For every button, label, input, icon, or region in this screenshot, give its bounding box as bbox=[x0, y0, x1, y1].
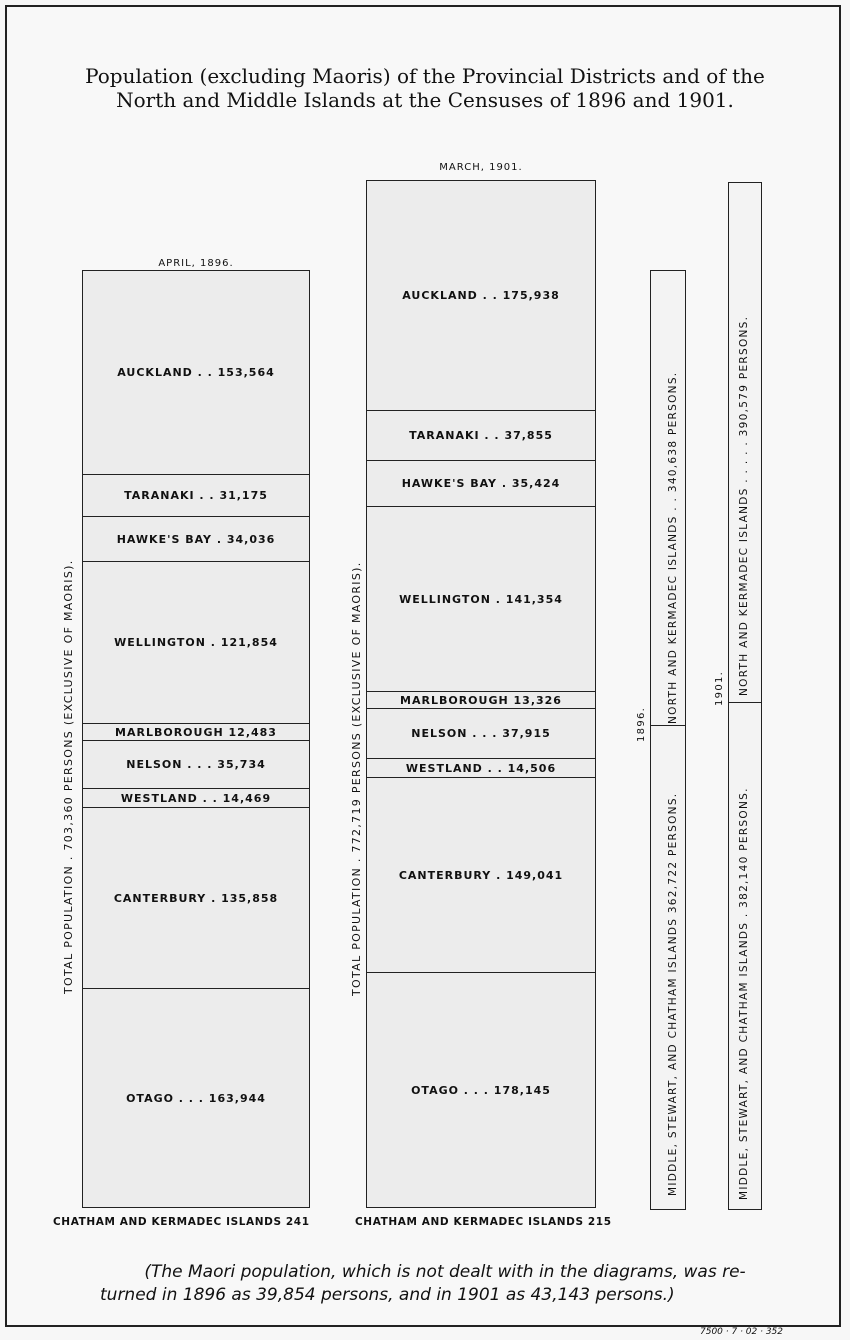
segment-label: CANTERBURY . 135,858 bbox=[113, 891, 279, 905]
island-divider-1901 bbox=[729, 702, 761, 703]
segment-westland-1901 bbox=[367, 759, 595, 778]
segment-label: WELLINGTON . 141,354 bbox=[399, 592, 563, 606]
total-population-1896: TOTAL POPULATION . 703,360 PERSONS (EXCLUSIVE OF MAORIS). bbox=[62, 559, 75, 994]
segment-taranaki-1901 bbox=[367, 411, 595, 461]
segment-label: HAWKE'S BAY . 35,424 bbox=[401, 477, 561, 490]
segment-label: AUCKLAND . . 175,938 bbox=[402, 289, 560, 302]
segment-marlborough-1896 bbox=[83, 724, 309, 741]
date-label-1896: APRIL, 1896. bbox=[158, 258, 234, 269]
middle-islands-1901: MIDDLE, STEWART, AND CHATHAM ISLANDS . 382,140 PERSONS. bbox=[738, 787, 750, 1200]
total-population-1901: TOTAL POPULATION . 772,719 PERSONS (EXCLUSIVE OF MAORIS). bbox=[350, 561, 363, 996]
segment-hawke-s-bay-1896 bbox=[83, 517, 309, 562]
segment-label: HAWKE'S BAY . 34,036 bbox=[116, 532, 276, 546]
date-label-1901: MARCH, 1901. bbox=[439, 162, 523, 173]
segment-label: WESTLAND . . 14,506 bbox=[405, 761, 557, 775]
north-islands-1896: NORTH AND KERMADEC ISLANDS . . 340,638 PERSONS. bbox=[667, 371, 679, 724]
segment-otago-1896 bbox=[83, 989, 309, 1207]
stacked-column-1901 bbox=[366, 180, 596, 1208]
segment-marlborough-1901 bbox=[367, 692, 595, 709]
segment-nelson-1896 bbox=[83, 741, 309, 789]
middle-islands-1896: MIDDLE, STEWART, AND CHATHAM ISLANDS 362,722 PERSONS. bbox=[667, 792, 679, 1196]
segment-label: CANTERBURY . 149,041 bbox=[398, 868, 564, 882]
segment-label: WESTLAND . . 14,469 bbox=[120, 791, 272, 805]
segment-canterbury-1901 bbox=[367, 778, 595, 973]
segment-canterbury-1896 bbox=[83, 808, 309, 989]
segment-label: OTAGO . . . 163,944 bbox=[126, 1091, 266, 1105]
segment-label: OTAGO . . . 178,145 bbox=[411, 1083, 551, 1097]
segment-label: TARANAKI . . 31,175 bbox=[124, 489, 268, 502]
segment-auckland-1896 bbox=[83, 271, 309, 475]
north-islands-1901: NORTH AND KERMADEC ISLANDS . . . . . 390,579 PERSONS. bbox=[738, 315, 750, 696]
maori-note-line-2: turned in 1896 as 39,854 persons, and in 1901 as 43,143 persons.) bbox=[100, 1285, 675, 1305]
island-year-1896: 1896. bbox=[636, 706, 647, 742]
segment-taranaki-1896 bbox=[83, 475, 309, 517]
print-stamp: 7500 · 7 · 02 · 352 bbox=[700, 1327, 784, 1337]
segment-label: MARLBOROUGH 13,326 bbox=[400, 693, 562, 707]
chart-title-line-1: Population (excluding Maoris) of the Provincial Districts and of the bbox=[85, 64, 765, 88]
segment-label: AUCKLAND . . 153,564 bbox=[117, 366, 275, 379]
segment-label: NELSON . . . 37,915 bbox=[411, 727, 551, 740]
segment-auckland-1901 bbox=[367, 181, 595, 411]
segment-hawke-s-bay-1901 bbox=[367, 461, 595, 507]
segment-wellington-1896 bbox=[83, 562, 309, 724]
segment-label: NELSON . . . 35,734 bbox=[126, 758, 266, 771]
segment-wellington-1901 bbox=[367, 507, 595, 692]
chart-title-line-2: North and Middle Islands at the Censuses of 1896 and 1901. bbox=[116, 88, 734, 112]
segment-label: TARANAKI . . 37,855 bbox=[409, 429, 553, 442]
segment-westland-1896 bbox=[83, 789, 309, 808]
chatham-label-1896: CHATHAM AND KERMADEC ISLANDS 241 bbox=[53, 1216, 310, 1228]
segment-nelson-1901 bbox=[367, 709, 595, 759]
maori-note-line-1: (The Maori population, which is not dealt with in the diagrams, was re- bbox=[144, 1262, 746, 1282]
segment-label: MARLBOROUGH 12,483 bbox=[115, 725, 277, 739]
chatham-label-1901: CHATHAM AND KERMADEC ISLANDS 215 bbox=[355, 1216, 612, 1228]
island-divider-1896 bbox=[651, 725, 685, 726]
island-year-1901: 1901. bbox=[714, 670, 725, 706]
segment-otago-1901 bbox=[367, 973, 595, 1207]
segment-label: WELLINGTON . 121,854 bbox=[114, 636, 278, 649]
stacked-column-1896 bbox=[82, 270, 310, 1208]
